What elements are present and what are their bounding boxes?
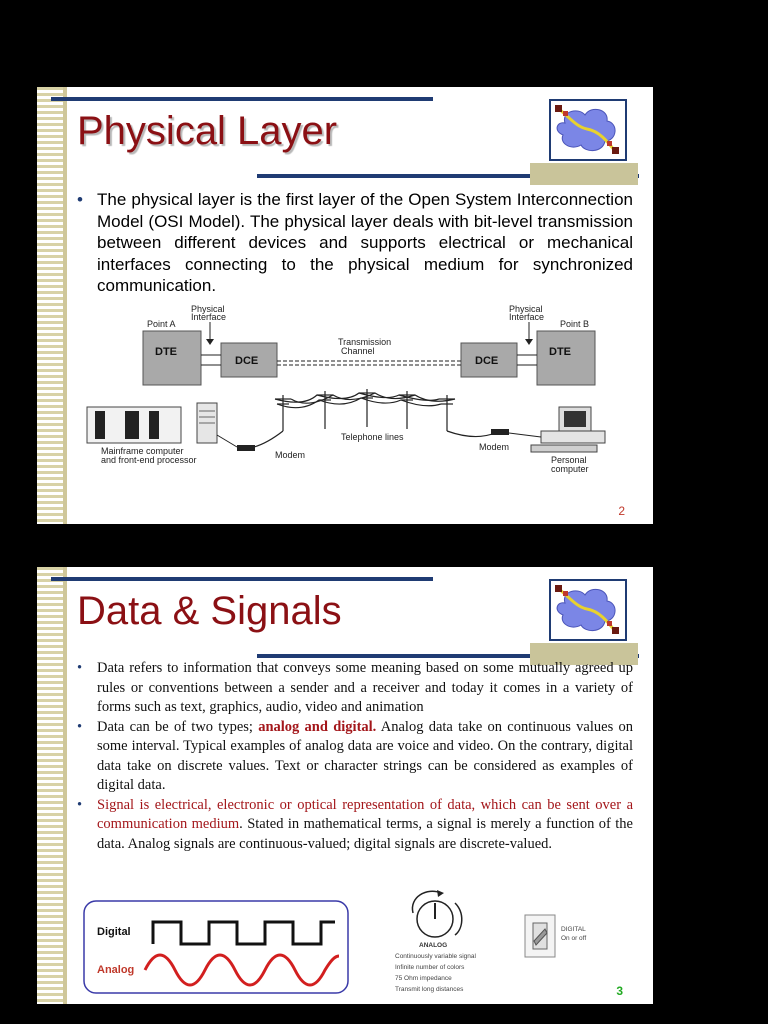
digital-figure-sub: On or off bbox=[561, 935, 587, 942]
dce-right-label: DCE bbox=[475, 355, 499, 367]
digital-label: Digital bbox=[97, 926, 131, 938]
transmission-channel-label: Transmission bbox=[338, 337, 392, 347]
physical-interface-label-right-2: Interface bbox=[509, 312, 545, 322]
bullet-list bbox=[77, 659, 633, 854]
digital-figure-label: DIGITAL bbox=[561, 926, 586, 933]
physical-interface-label-left-2: Interface bbox=[191, 312, 227, 322]
top-rule bbox=[51, 577, 433, 581]
telephone-lines-label: Telephone lines bbox=[341, 432, 404, 442]
mainframe-icon bbox=[87, 403, 237, 447]
highlight-text: Signal is electrical, electronic or optical representation of data, which can be sent over a communication medium bbox=[97, 796, 633, 832]
bullet-text: Data can be of two types; bbox=[97, 718, 259, 735]
network-logo-icon bbox=[549, 99, 627, 161]
personal-computer-label: Personal bbox=[551, 455, 587, 465]
analog-label: Analog bbox=[97, 964, 135, 976]
slide-title: Data & Signals bbox=[77, 589, 342, 633]
top-rule bbox=[51, 97, 433, 101]
personal-computer-label-2: computer bbox=[551, 464, 589, 474]
dte-b-label: DTE bbox=[549, 346, 571, 358]
dce-left-label: DCE bbox=[235, 355, 259, 367]
page-number: 3 bbox=[616, 984, 623, 998]
physical-interface-label-right: Physical bbox=[509, 304, 543, 314]
physical-interface-label-left: Physical bbox=[191, 304, 225, 314]
personal-computer-icon bbox=[509, 407, 605, 452]
decorative-stripes bbox=[37, 567, 67, 1004]
point-b-label: Point B bbox=[560, 319, 590, 329]
slide-physical-layer bbox=[37, 87, 653, 524]
bullet-list bbox=[77, 189, 633, 297]
analog-item: 75 Ohm impedance bbox=[395, 975, 452, 982]
bullet-text: Analog data take on continuous values on some interval. Typical examples of analog data are voice and video. On the contrary, digital data take on discrete values. Text or character strings can be considered as examples of digital data. bbox=[97, 718, 633, 793]
transmission-channel-label-2: Channel bbox=[341, 346, 375, 356]
physical-layer-diagram bbox=[85, 303, 641, 477]
digital-analog-signal-figure bbox=[83, 900, 349, 994]
mainframe-label: Mainframe computer bbox=[101, 446, 184, 456]
bullet-item bbox=[77, 718, 633, 796]
modem-left-label: Modem bbox=[275, 450, 306, 460]
network-logo-icon bbox=[549, 579, 627, 641]
bullet-item: • Data refers to information that conveys some meaning based on some mutually agreed up rules or conventions between a sender and a receiver and today it comes in a variety of forms such as text, graphics, audio, video and animation bbox=[77, 659, 633, 718]
point-a-label: Point A bbox=[147, 319, 176, 329]
modem-right-label: Modem bbox=[479, 442, 510, 452]
tan-accent-block bbox=[530, 163, 638, 185]
dte-a-label: DTE bbox=[155, 346, 177, 358]
slide-data-signals bbox=[37, 567, 653, 1004]
bullet-item: • The physical layer is the first layer of the Open System Interconnection Model (OSI Model). The physical layer deals with bit-level transmission between different devices and supports electrical or mechanical interfaces connecting to the physical medium for synchronized communication. bbox=[77, 189, 633, 297]
analog-item: Infinite number of colors bbox=[395, 964, 465, 971]
decorative-stripes bbox=[37, 87, 67, 524]
bullet-item bbox=[77, 796, 633, 855]
bullet-text: . Stated in mathematical terms, a signal is merely a function of the data. Analog signals are continuous-valued; digital signals are discrete-valued. bbox=[97, 816, 633, 852]
digital-switch-figure bbox=[521, 911, 611, 961]
mainframe-label-2: and front-end processor bbox=[101, 455, 197, 465]
analog-dial-figure bbox=[389, 885, 509, 997]
analog-item: Transmit long distances bbox=[395, 986, 464, 993]
page-number: 2 bbox=[618, 504, 625, 518]
highlight-text: analog and digital. bbox=[258, 718, 377, 735]
slide-title: Physical Layer bbox=[77, 109, 338, 153]
analog-figure-label: ANALOG bbox=[419, 942, 448, 949]
analog-item: Continuously variable signal bbox=[395, 953, 476, 960]
